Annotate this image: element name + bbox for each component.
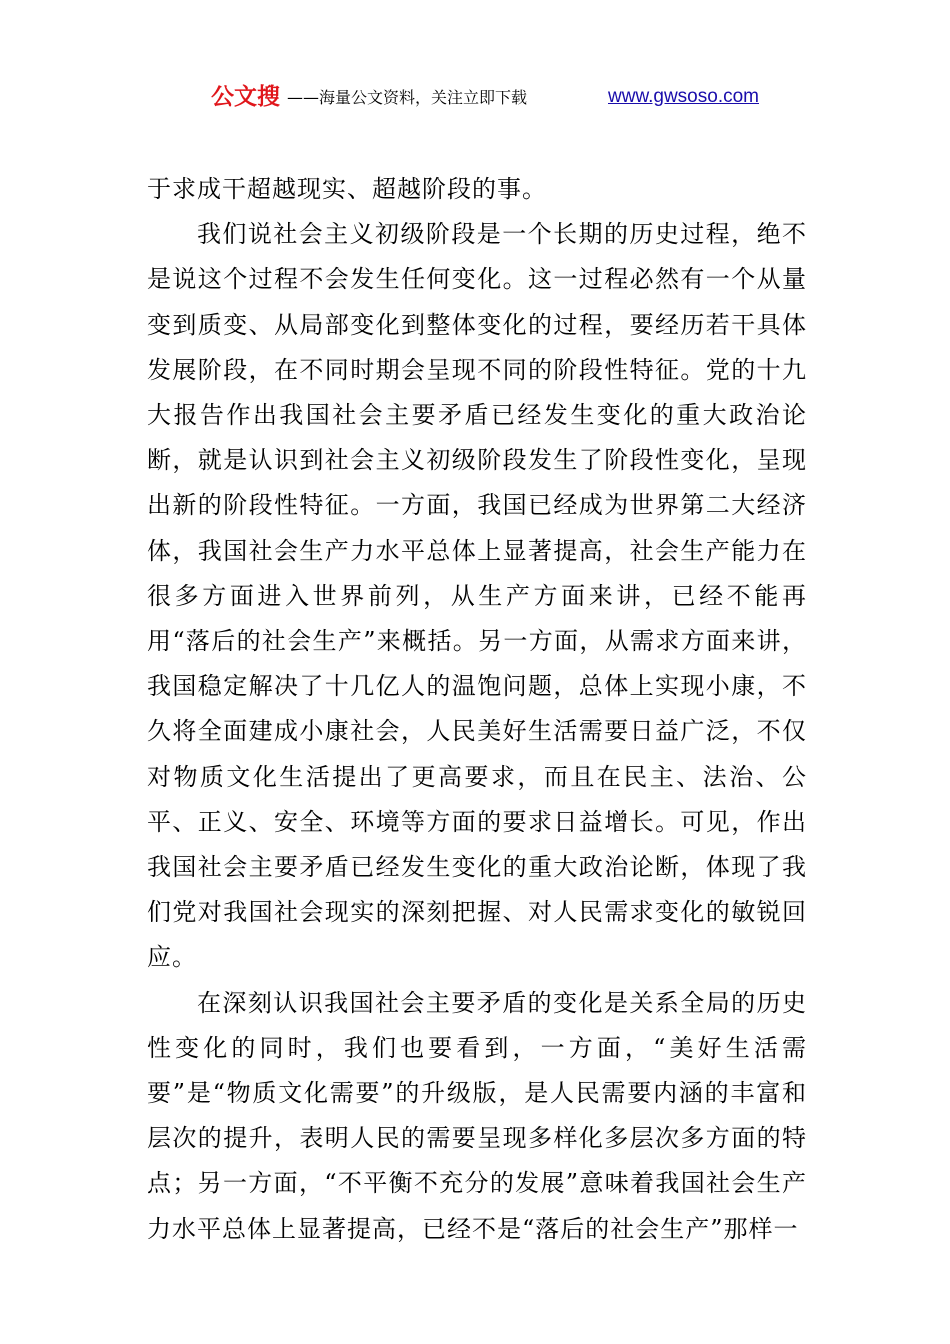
paragraph: 我们说社会主义初级阶段是一个长期的历史过程，绝不是说这个过程不会发生任何变化。这一过程必然有一个从量变到质变、从局部变化到整体变化的过程，要经历若干具体发展阶段，在不同时期会呈现不同的阶段性特征。党的十九大报告作出我国社会主要矛盾已经发生变化的重大政治论断，就是认识到社会主义初级阶段发生了阶段性变化，呈现出新的阶段性特征。一方面，我国已经成为世界第二大经济体，我国社会生产力水平总体上显著提高，社会生产能力在很多方面进入世界前列，从生产方面来讲，已经不能再用“落后的社会生产”来概括。另一方面，从需求方面来讲，我国稳定解决了十几亿人的温饱问题，总体上实现小康，不久将全面建成小康社会，人民美好生活需要日益广泛，不仅对物质文化生活提出了更高要求，而且在民主、法治、公平、正义、安全、环境等方面的要求日益增长。可见，作出我国社会主要矛盾已经发生变化的重大政治论断，体现了我们党对我国社会现实的深刻把握、对人民需求变化的敏锐回应。 [147,220,807,972]
paragraph: 在深刻认识我国社会主要矛盾的变化是关系全局的历史性变化的同时，我们也要看到，一方面，“美好生活需要”是“物质文化需要”的升级版，是人民需要内涵的丰富和层次的提升，表明人民的需要呈现多样化多层次多方面的特点；另一方面，“不平衡不充分的发展”意味着我国社会生产力水平总体上显著提高，已经不是“落后的社会生产”那样一 [147,988,807,1243]
brand-logo-text: 公文搜 [211,84,280,110]
document-body [147,167,807,1252]
page-header [0,82,950,116]
website-link[interactable]: www.gwsoso.com [608,86,759,107]
paragraph-continued: 于求成干超越现实、超越阶段的事。 [147,175,547,203]
header-tagline: ——海量公文资料，关注立即下载 [287,88,528,107]
